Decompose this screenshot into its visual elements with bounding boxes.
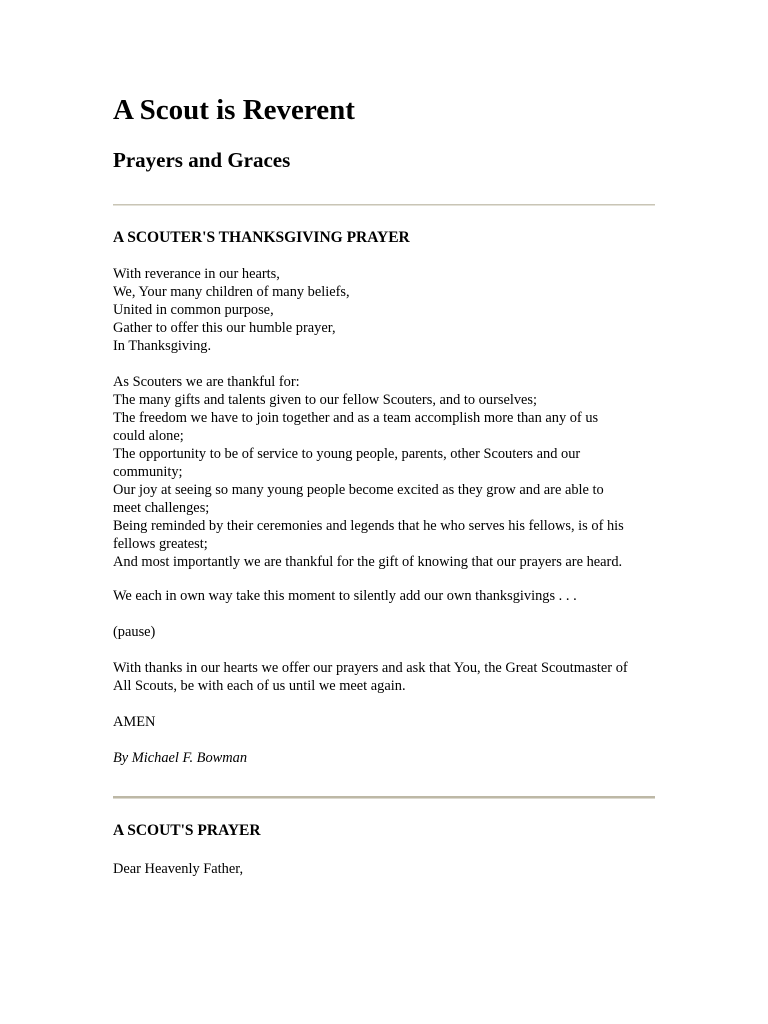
- prayer-moment: [113, 587, 661, 605]
- page-title: A Scout is Reverent: [113, 94, 355, 126]
- prayer-line: fellows greatest;: [113, 536, 208, 552]
- prayer-line: The many gifts and talents given to our fellow Scouters, and to ourselves;: [113, 392, 538, 408]
- page-subtitle: Prayers and Graces: [113, 148, 291, 172]
- prayer-pause: [113, 623, 661, 641]
- prayer-line: AMEN: [113, 714, 156, 730]
- prayer-line: We, Your many children of many beliefs,: [113, 284, 350, 300]
- prayer-line: could alone;: [113, 428, 184, 444]
- prayer-line: community;: [113, 464, 183, 480]
- section-divider: [113, 204, 655, 206]
- prayer-line: As Scouters we are thankful for:: [113, 374, 300, 390]
- prayer-line: We each in own way take this moment to silently add our own thanksgivings . . .: [113, 588, 577, 604]
- prayer-line: Dear Heavenly Father,: [113, 861, 244, 877]
- section-heading-thanksgiving-prayer: A SCOUTER'S THANKSGIVING PRAYER: [113, 229, 410, 246]
- prayer-line: In Thanksgiving.: [113, 338, 212, 354]
- prayer-line: Being reminded by their ceremonies and legends that he who serves his fellows, is of his: [113, 518, 624, 534]
- prayer-line: And most importantly we are thankful for the gift of knowing that our prayers are heard.: [113, 554, 623, 570]
- prayer-amen: [113, 713, 661, 731]
- prayer-line: With reverance in our hearts,: [113, 266, 280, 282]
- scouts-prayer-opening: [113, 860, 661, 878]
- prayer-stanza-1: [113, 265, 661, 355]
- prayer-closing: [113, 659, 661, 695]
- prayer-line: Our joy at seeing so many young people become excited as they grow and are able to: [113, 482, 604, 498]
- prayer-line: The opportunity to be of service to young people, parents, other Scouters and our: [113, 446, 581, 462]
- prayer-line: (pause): [113, 624, 156, 640]
- section-heading-scouts-prayer: A SCOUT'S PRAYER: [113, 822, 261, 839]
- prayer-line: All Scouts, be with each of us until we meet again.: [113, 678, 406, 694]
- prayer-line: The freedom we have to join together and as a team accomplish more than any of us: [113, 410, 599, 426]
- prayer-line: United in common purpose,: [113, 302, 274, 318]
- section-divider: [113, 796, 655, 799]
- prayer-line: With thanks in our hearts we offer our prayers and ask that You, the Great Scoutmaster of: [113, 660, 628, 676]
- prayer-author: [113, 749, 661, 767]
- prayer-stanza-2: [113, 373, 661, 571]
- author-credit: By Michael F. Bowman: [113, 750, 248, 766]
- prayer-line: meet challenges;: [113, 500, 210, 516]
- prayer-line: Gather to offer this our humble prayer,: [113, 320, 336, 336]
